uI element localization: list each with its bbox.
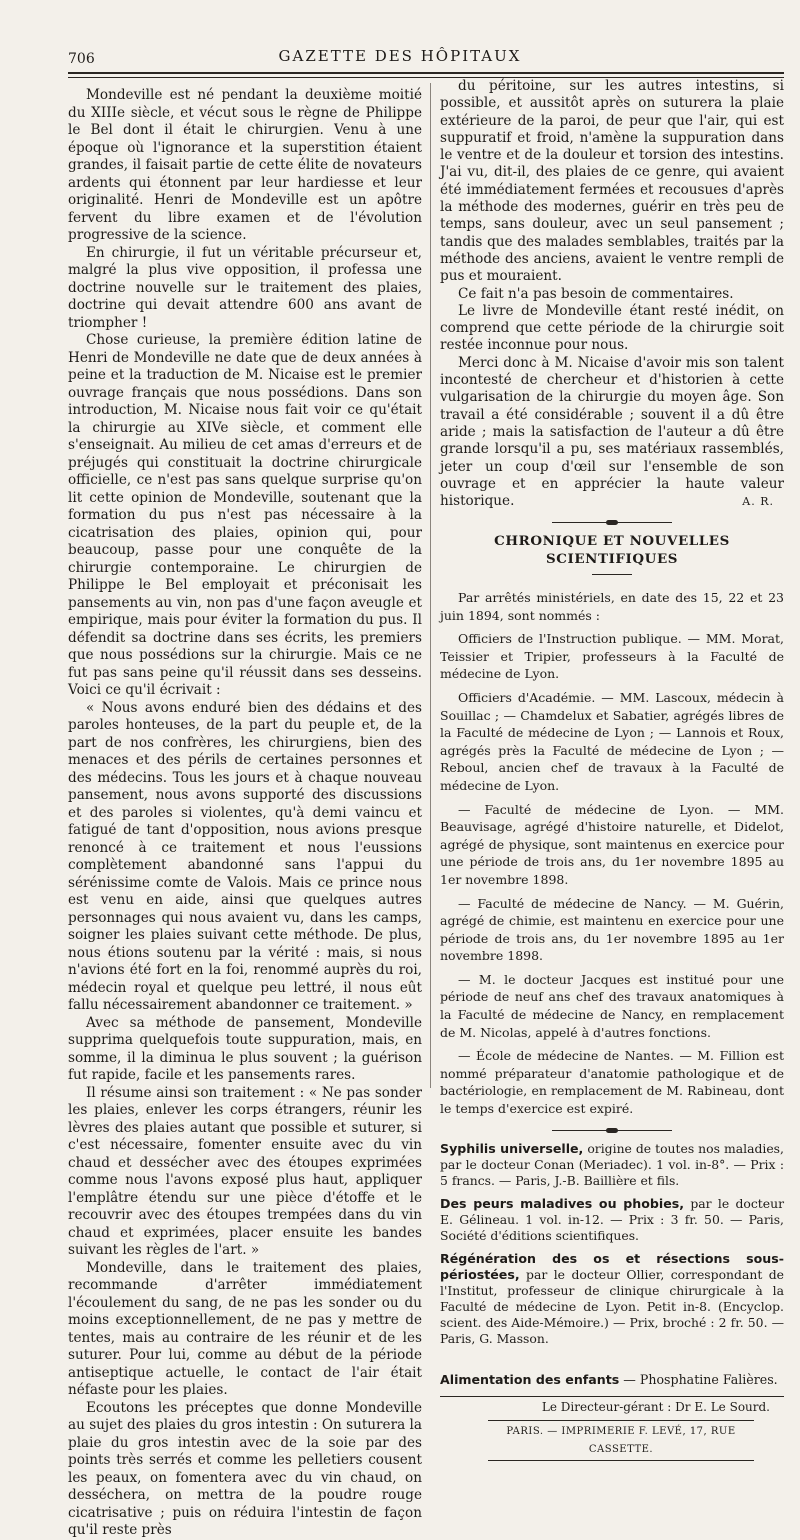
book-title: Régénération des os et résections sous-périostées,	[440, 1250, 784, 1282]
column-divider	[430, 83, 431, 1088]
paragraph-text: Merci donc à M. Nicaise d'avoir mis son talent incontesté de chercheur et d'historien à cette vulgarisation de la chirurgie du moyen âge. Son travail a été considérable ; souvent il a dû être aride ; mais la satisfaction de l'auteur a dû être grande lorsqu'il a pu, ses matériaux rassemblés, jeter un coup d'œil sur l'ensemble de son ouvrage et en apprécier la haute valeur historique.	[440, 354, 784, 510]
paragraph: En chirurgie, il fut un véritable précurseur et, malgré la plus vive opposition, il professa une doctrine nouvelle sur le traitement des plaies, doctrine qui devait attendre 600 ans avant de triompher !	[68, 244, 422, 331]
book-details: par le docteur E. Gélineau. 1 vol. in-12. — Prix : 3 fr. 50. — Paris, Société d'éditions scientifiques.	[440, 1195, 784, 1243]
news-item: Par arrêtés ministériels, en date des 15, 22 et 23 juin 1894, sont nommés :	[440, 590, 784, 623]
director-credit: Le Directeur-gérant : Dr E. Le Sourd.	[541, 1399, 770, 1414]
signature: A. R.	[742, 495, 774, 509]
section-title: CHRONIQUE ET NOUVELLES SCIENTIFIQUES	[494, 533, 730, 567]
paragraph: Il résume ainsi son traitement : « Ne pas sonder les plaies, enlever les corps étrangers, réunir les lèvres des plaies autant que possible et suturer, si c'est nécessaire, fomenter ensuite avec du vin chaud et dessécher avec des étoupes exprimées comme nous l'avons exposé plus haut, appliquer l'emplâtre étendu sur une pièce d'étoffe et le recouvrir avec des étoupes trempées dans du vin chaud et exprimées, placer ensuite les bandes suivant les règles de l'art. »	[68, 1084, 422, 1258]
paragraph: Le livre de Mondeville étant resté inédit, on comprend que cette période de la chirurgie soit restée inconnue pour nous.	[440, 302, 784, 354]
short-rule	[592, 574, 632, 575]
bibliography-entry	[440, 1196, 784, 1244]
left-column	[68, 87, 422, 1540]
paragraph: Avec sa méthode de pansement, Mondeville supprima quelquefois toute suppuration, mais, en somme, il la diminua le plus souvent ; la guérison fut rapide, facile et les pansements rares.	[68, 1014, 422, 1083]
journal-title: GAZETTE DES HÔPITAUX	[278, 47, 522, 65]
news-item: — École de médecine de Nantes. — M. Fillion est nommé préparateur d'anatomie pathologique et de bactériologie, en remplacement de M. Rabineau, dont le temps d'exercice est expiré.	[440, 1048, 784, 1117]
advert-title: Alimentation des enfants	[440, 1371, 620, 1387]
book-title: Syphilis universelle,	[440, 1140, 584, 1156]
separator-ornament	[606, 520, 618, 525]
bibliography-entry	[440, 1141, 784, 1189]
paragraph	[440, 355, 784, 511]
book-title: Des peurs maladives ou phobies,	[440, 1195, 685, 1211]
separator-ornament	[606, 1128, 618, 1133]
news-item: — Faculté de médecine de Lyon. — MM. Beauvisage, agrégé d'histoire naturelle, et Didelot, agrégé de physique, sont maintenus en exercice pour une période de trois ans, du 1er novembre 1895 au 1er novembre 1898.	[440, 801, 784, 887]
header-rule	[68, 72, 784, 74]
news-item: — Faculté de médecine de Nancy. — M. Guérin, agrégé de chimie, est maintenu en exercice pour une période de trois ans, du 1er novembre 1895 au 1er novembre 1898.	[440, 895, 784, 964]
book-details: origine de toutes nos maladies, par le docteur Conan (Meriadec). 1 vol. in-8°. — Prix : 5 francs. — Paris, J.-B. Baillière et fils.	[440, 1140, 784, 1188]
paragraph: Chose curieuse, la première édition latine de Henri de Mondeville ne date que de deux années à peine et la traduction de M. Nicaise est le premier ouvrage français que nous possédions. Dans son introduction, M. Nicaise nous fait voir ce qu'était la chirurgie au XIVe siècle, et comment elle s'enseignait. Au milieu de cet amas d'erreurs et de préjugés qui constituait la doctrine chirurgicale officielle, ce n'est pas sans quelque surprise qu'on lit cette opinion de Mondeville, soutenant que la formation du pus n'est pas nécessaire à la cicatrisation des plaies, opinion qui, pour beaucoup, passe pour une conquête de la chirurgie contemporaine. Le chirurgien de Philippe le Bel employait et préconisait les pansements au vin, non pas d'une façon aveugle et empirique, mais pour éviter la formation du pus. Il défendit sa doctrine dans ses écrits, les premiers que nous possédions sur la chirurgie. Mais ce ne fut pas sans peine qu'il réussit dans ses desseins. Voici ce qu'il écrivait :	[68, 332, 422, 698]
chronique-body	[440, 589, 784, 1118]
right-column	[440, 78, 784, 1461]
advert-text: — Phosphatine Falières.	[619, 1371, 778, 1387]
printer-imprint: PARIS. — IMPRIMERIE F. LEVÉ, 17, RUE CASSETTE.	[488, 1420, 754, 1461]
news-item: Officiers d'Académie. — MM. Lascoux, médecin à Souillac ; — Chamdelux et Sabatier, agrégés libres de la Faculté de médecine de Lyon ; — Lannois et Roux, agrégés près la Faculté de médecine de Lyon ; — Reboul, ancien chef de travaux à la Faculté de médecine de Lyon.	[440, 689, 784, 793]
book-details: par le docteur Ollier, correspondant de l'Institut, professeur de clinique chirurgicale à la Faculté de médecine de Lyon. Petit in-8. (Encyclop. scient. des Aide-Mémoire.) — Prix, broché : 2 fr. 50. — Paris, G. Masson.	[440, 1266, 784, 1346]
separator	[552, 522, 672, 523]
paragraph: Ecoutons les préceptes que donne Mondeville au sujet des plaies du gros intestin : On suturera la plaie du gros intestin avec de la soie par des points très serrés et comme les pelletiers cousent les peaux, on fomentera avec du vin chaud, on desséchera, on mettra de la poudre rouge cicatrisative ; puis on réduira l'intestin de façon qu'il reste près	[68, 1399, 422, 1538]
paragraph: du péritoine, sur les autres intestins, si possible, et aussitôt après on suturera la plaie extérieure de la paroi, de peur que l'air, qui est suppuratif et froid, n'amène la suppuration dans le ventre et de la douleur et torsion des intestins. J'ai vu, dit-il, des plaies de ce genre, qui avaient été immédiatement fermées et recousues d'après la méthode des modernes, guérir en très peu de temps, sans douleur, avec un seul pansement ; tandis que des malades semblables, traités par la méthode des anciens, avaient le ventre rempli de pus et mouraient.	[440, 78, 784, 285]
paragraph: Mondeville est né pendant la deuxième moitié du XIIIe siècle, et vécut sous le règne de Philippe le Bel dont il était le chirurgien. Venu à une époque où l'ignorance et la superstition étaient grandes, il faisait partie de cette élite de novateurs ardents qui étonnent par leur hardiesse et leur originalité. Henri de Mondeville est un apôtre fervent du libre examen et de l'évolution progressive de la science.	[68, 87, 422, 243]
page-number: 706	[68, 51, 95, 67]
separator	[552, 1130, 672, 1131]
bibliography-entry	[440, 1251, 784, 1347]
paragraph: Ce fait n'a pas besoin de commentaires.	[458, 285, 734, 302]
footer-rule	[440, 1396, 784, 1397]
advertisement	[440, 1371, 784, 1388]
paragraph: « Nous avons enduré bien des dédains et des paroles honteuses, de la part du peuple et, de la part de nos confrères, les chirurgiens, bien des menaces et des périls de certaines personnes et des médecins. Tous les jours et à chaque nouveau pansement, nous avons supporté des discussions et des paroles si violentes, qu'à demi vaincu et fatigué de tant d'opposition, nous avions presque renoncé à ce traitement et nous l'eussions complètement abandonné sans l'appui du sérénissime comte de Valois. Mais ce prince nous est venu en aide, ainsi que quelques autres personnages qui nous avaient vu, dans les camps, soigner les plaies suivant cette méthode. De plus, nous étions soutenu par la vérité : mais, si nous n'avions été fort en la foi, renommé auprès du roi, médecin royal et quelque peu lettré, il nous eût fallu nécessairement abandonner ce traitement. »	[68, 699, 422, 1013]
news-item: — M. le docteur Jacques est institué pour une période de neuf ans chef des travaux anatomiques à la Faculté de médecine de Nancy, en remplacement de M. Nicolas, appelé à d'autres fonctions.	[440, 971, 784, 1040]
news-item: Officiers de l'Instruction publique. — MM. Morat, Teissier et Tripier, professeurs à la Faculté de médecine de Lyon.	[440, 631, 784, 682]
paragraph: Mondeville, dans le traitement des plaies, recommande d'arrêter immédiatement l'écoulement du sang, de ne pas les sonder ou du moins exceptionnellement, de ne pas y mettre de tentes, mais au contraire de les réunir et de les suturer. Pour lui, comme au début de la période antiseptique actuelle, le contact de l'air était néfaste pour les plaies.	[68, 1259, 422, 1398]
